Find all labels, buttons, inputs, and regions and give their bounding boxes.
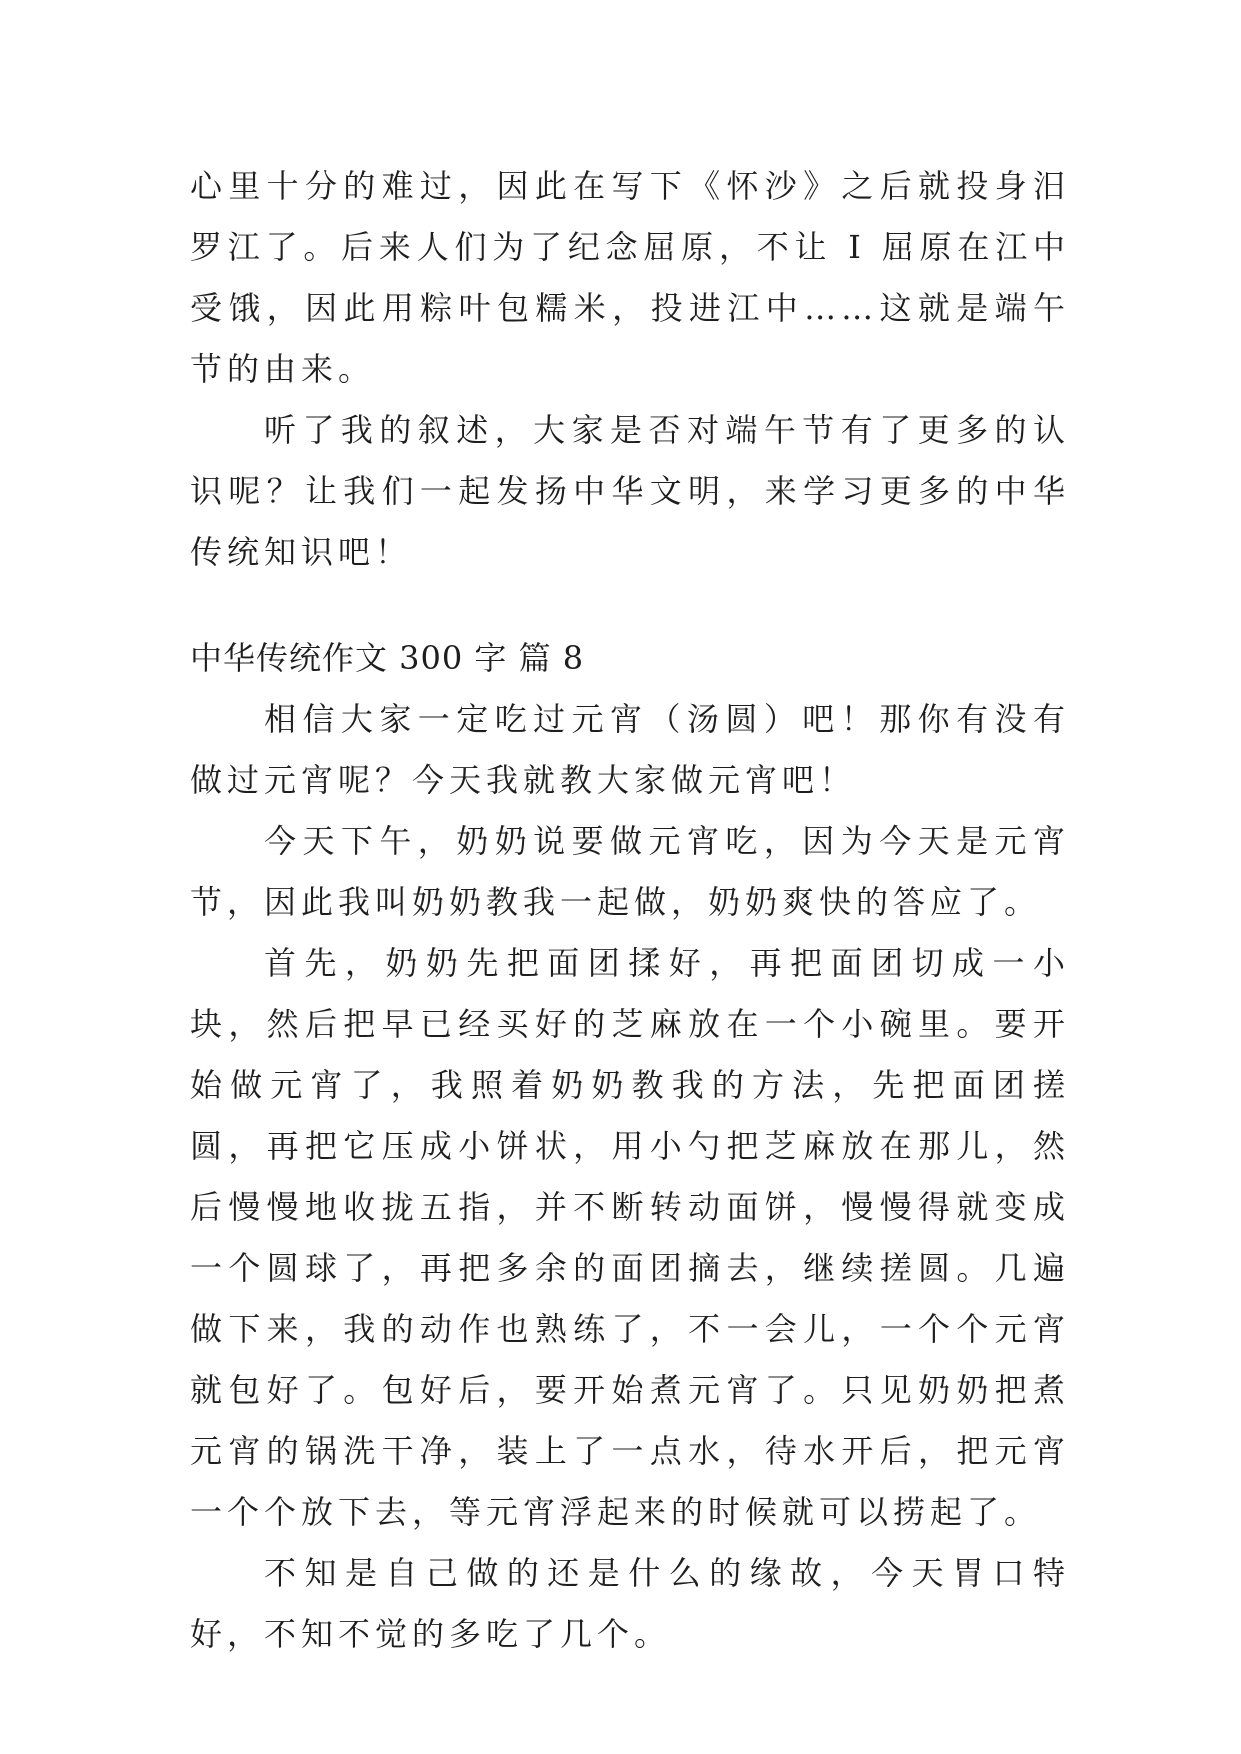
section-title: 中华传统作文 300 字 篇 8 bbox=[190, 639, 585, 677]
paragraph: 今天下午，奶奶说要做元宵吃，因为今天是元宵节，因此我叫奶奶教我一起做，奶奶爽快的答应了。 bbox=[190, 822, 1070, 921]
paragraph: 相信大家一定吃过元宵（汤圆）吧！那你有没有做过元宵呢？今天我就教大家做元宵吧！ bbox=[190, 700, 1070, 799]
paragraph-continued: 心里十分的难过，因此在写下《怀沙》之后就投身汨罗江了。后来人们为了纪念屈原，不让 I 屈原在江中受饿，因此用粽叶包糯米，投进江中……这就是端午节的由来。 bbox=[190, 167, 1070, 388]
paragraph-closing: 听了我的叙述，大家是否对端午节有了更多的认识呢？让我们一起发扬中华文明，来学习更多的中华传统知识吧！ bbox=[190, 411, 1070, 571]
paragraph: 不知是自己做的还是什么的缘故，今天胃口特好，不知不觉的多吃了几个。 bbox=[190, 1554, 1070, 1653]
paragraph: 首先，奶奶先把面团揉好，再把面团切成一小块，然后把早已经买好的芝麻放在一个小碗里。要开始做元宵了，我照着奶奶教我的方法，先把面团搓圆，再把它压成小饼状，用小勺把芝麻放在那儿，然后慢慢地收拢五指，并不断转动面饼，慢慢得就变成一个圆球了，再把多余的面团摘去，继续搓圆。几遍做下来，我的动作也熟练了，不一会儿，一个个元宵就包好了。包好后，要开始煮元宵了。只见奶奶把煮元宵的锅洗干净，装上了一点水，待水开后，把元宵一个个放下去，等元宵浮起来的时候就可以捞起了。 bbox=[190, 944, 1070, 1531]
document-body bbox=[190, 156, 1070, 1665]
